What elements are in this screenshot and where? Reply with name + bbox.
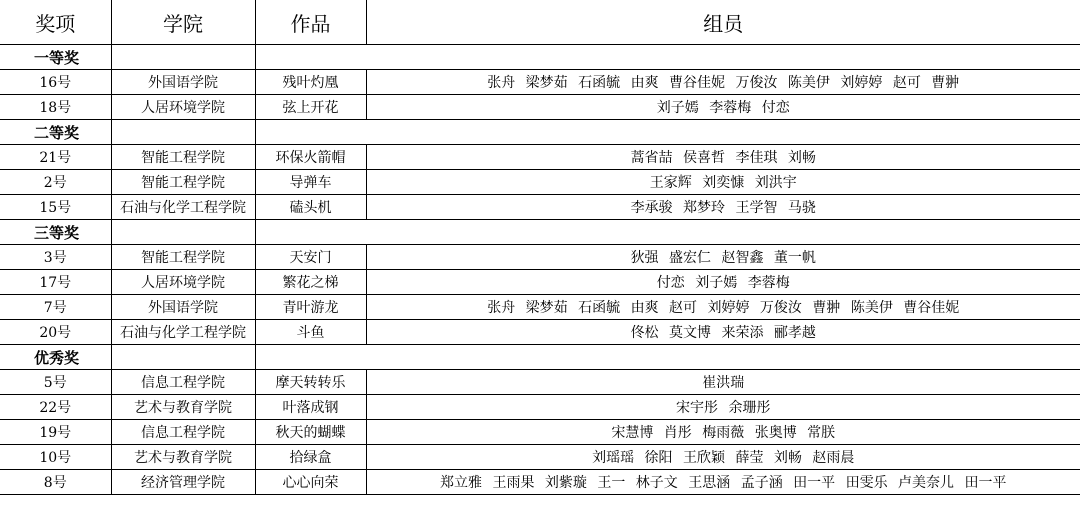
work-title: 导弹车 bbox=[255, 170, 366, 195]
member-list: 付恋 刘子嫣 李蓉梅 bbox=[366, 270, 1080, 295]
table-row bbox=[0, 270, 1080, 295]
member-list: 李承骏 郑梦玲 王学智 马骁 bbox=[366, 195, 1080, 220]
table-row bbox=[0, 170, 1080, 195]
section-label: 优秀奖 bbox=[0, 345, 111, 370]
work-title: 秋天的蝴蝶 bbox=[255, 420, 366, 445]
header-work: 作品 bbox=[255, 0, 366, 45]
section-empty-cell bbox=[111, 45, 255, 70]
table-row bbox=[0, 320, 1080, 345]
entry-number: 5号 bbox=[0, 370, 111, 395]
section-label: 三等奖 bbox=[0, 220, 111, 245]
member-list: 宋宇彤 余珊彤 bbox=[366, 395, 1080, 420]
section-row bbox=[0, 345, 1080, 370]
college-name: 人居环境学院 bbox=[111, 95, 255, 120]
section-empty-span bbox=[255, 220, 1080, 245]
header-members: 组员 bbox=[366, 0, 1080, 45]
member-list: 王家辉 刘奕慷 刘洪宇 bbox=[366, 170, 1080, 195]
college-name: 石油与化学工程学院 bbox=[111, 320, 255, 345]
member-list: 张舟 梁梦茹 石函毓 由爽 赵可 刘婷婷 万俊汝 曹翀 陈美伊 曹谷佳妮 bbox=[366, 295, 1080, 320]
section-row bbox=[0, 220, 1080, 245]
college-name: 智能工程学院 bbox=[111, 245, 255, 270]
work-title: 心心向荣 bbox=[255, 470, 366, 495]
table-row bbox=[0, 145, 1080, 170]
college-name: 信息工程学院 bbox=[111, 370, 255, 395]
entry-number: 20号 bbox=[0, 320, 111, 345]
entry-number: 22号 bbox=[0, 395, 111, 420]
college-name: 智能工程学院 bbox=[111, 170, 255, 195]
college-name: 石油与化学工程学院 bbox=[111, 195, 255, 220]
entry-number: 8号 bbox=[0, 470, 111, 495]
entry-number: 16号 bbox=[0, 70, 111, 95]
member-list: 张舟 梁梦茹 石函毓 由爽 曹谷佳妮 万俊汝 陈美伊 刘婷婷 赵可 曹翀 bbox=[366, 70, 1080, 95]
header-row bbox=[0, 0, 1080, 45]
section-empty-span bbox=[255, 45, 1080, 70]
section-empty-cell bbox=[111, 120, 255, 145]
entry-number: 18号 bbox=[0, 95, 111, 120]
section-empty-span bbox=[255, 120, 1080, 145]
member-list: 崔洪瑞 bbox=[366, 370, 1080, 395]
section-empty-span bbox=[255, 345, 1080, 370]
member-list: 蒿省喆 侯喜哲 李佳琪 刘畅 bbox=[366, 145, 1080, 170]
member-list: 刘子嫣 李蓉梅 付恋 bbox=[366, 95, 1080, 120]
college-name: 智能工程学院 bbox=[111, 145, 255, 170]
section-label: 二等奖 bbox=[0, 120, 111, 145]
table-row bbox=[0, 395, 1080, 420]
table-row bbox=[0, 420, 1080, 445]
work-title: 磕头机 bbox=[255, 195, 366, 220]
table-row bbox=[0, 470, 1080, 495]
college-name: 经济管理学院 bbox=[111, 470, 255, 495]
college-name: 艺术与教育学院 bbox=[111, 445, 255, 470]
member-list: 郑立雅 王雨果 刘紫璇 王一 林子文 王思涵 孟子涵 田一平 田雯乐 卢美奈儿 田一平 bbox=[366, 470, 1080, 495]
work-title: 繁花之梯 bbox=[255, 270, 366, 295]
college-name: 外国语学院 bbox=[111, 70, 255, 95]
college-name: 信息工程学院 bbox=[111, 420, 255, 445]
college-name: 外国语学院 bbox=[111, 295, 255, 320]
entry-number: 3号 bbox=[0, 245, 111, 270]
section-row bbox=[0, 45, 1080, 70]
entry-number: 7号 bbox=[0, 295, 111, 320]
work-title: 叶落成钢 bbox=[255, 395, 366, 420]
member-list: 宋慧博 肖彤 梅雨薇 张奥博 常朕 bbox=[366, 420, 1080, 445]
member-list: 刘瑶瑶 徐阳 王欣颖 薛莹 刘畅 赵雨晨 bbox=[366, 445, 1080, 470]
table-row bbox=[0, 295, 1080, 320]
table-row bbox=[0, 445, 1080, 470]
section-empty-cell bbox=[111, 345, 255, 370]
work-title: 拾绿盒 bbox=[255, 445, 366, 470]
work-title: 青叶游龙 bbox=[255, 295, 366, 320]
table-row bbox=[0, 245, 1080, 270]
header-award: 奖项 bbox=[0, 0, 111, 45]
table-row bbox=[0, 95, 1080, 120]
work-title: 天安门 bbox=[255, 245, 366, 270]
work-title: 摩天转转乐 bbox=[255, 370, 366, 395]
entry-number: 21号 bbox=[0, 145, 111, 170]
entry-number: 2号 bbox=[0, 170, 111, 195]
table-row bbox=[0, 195, 1080, 220]
work-title: 斗鱼 bbox=[255, 320, 366, 345]
member-list: 佟松 莫文博 来荣添 郦孝越 bbox=[366, 320, 1080, 345]
section-label: 一等奖 bbox=[0, 45, 111, 70]
member-list: 狄强 盛宏仁 赵智鑫 董一帆 bbox=[366, 245, 1080, 270]
entry-number: 17号 bbox=[0, 270, 111, 295]
entry-number: 10号 bbox=[0, 445, 111, 470]
header-college: 学院 bbox=[111, 0, 255, 45]
entry-number: 19号 bbox=[0, 420, 111, 445]
section-row bbox=[0, 120, 1080, 145]
table-row bbox=[0, 370, 1080, 395]
college-name: 人居环境学院 bbox=[111, 270, 255, 295]
work-title: 残叶灼凰 bbox=[255, 70, 366, 95]
section-empty-cell bbox=[111, 220, 255, 245]
table-row bbox=[0, 70, 1080, 95]
college-name: 艺术与教育学院 bbox=[111, 395, 255, 420]
work-title: 弦上开花 bbox=[255, 95, 366, 120]
table-body bbox=[0, 45, 1080, 495]
work-title: 环保火箭帽 bbox=[255, 145, 366, 170]
entry-number: 15号 bbox=[0, 195, 111, 220]
